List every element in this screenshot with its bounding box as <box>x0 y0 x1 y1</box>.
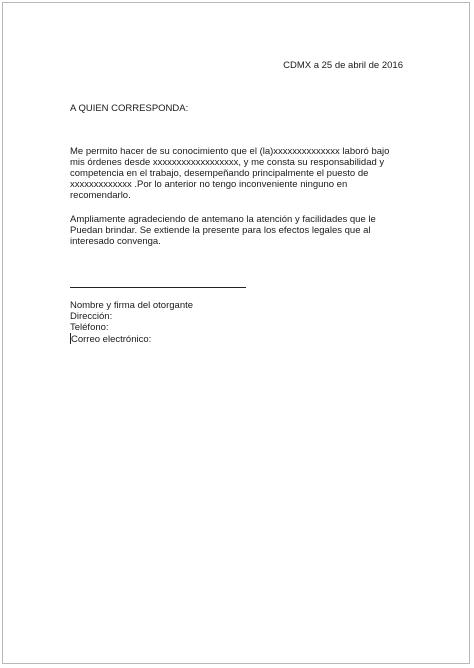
paragraph-line: Me permito hacer de su conocimiento que el (la)xxxxxxxxxxxxxx laboró bajo <box>70 146 390 157</box>
signature-name-label: Nombre y firma del otorgante <box>70 300 194 311</box>
paragraph-line: competencia en el trabajo, desempeñando principalmente el puesto de <box>70 168 369 179</box>
body-paragraph-2 <box>70 214 410 247</box>
paragraph-line: interesado convenga. <box>70 236 161 247</box>
document-page <box>2 2 470 664</box>
paragraph-line: Puedan brindar. Se extiende la presente para los efectos legales que al <box>70 225 371 236</box>
signature-address-label: Dirección: <box>70 311 113 322</box>
signature-line <box>70 287 246 288</box>
paragraph-line: xxxxxxxxxxxxx .Por lo anterior no tengo inconveniente ninguno en <box>70 179 348 190</box>
body-paragraph-1 <box>70 146 410 201</box>
letter-date: CDMX a 25 de abril de 2016 <box>283 60 403 71</box>
paragraph-line: mis órdenes desde xxxxxxxxxxxxxxxxxx, y me consta su responsabilidad y <box>70 157 385 168</box>
paragraph-line: Ampliamente agradeciendo de antemano la atención y facilidades que le <box>70 214 376 225</box>
signature-email-label: Correo electrónico: <box>71 334 152 345</box>
letter-salutation: A QUIEN CORRESPONDA: <box>70 103 189 114</box>
signature-phone-label: Teléfono: <box>70 322 109 333</box>
signature-email-row[interactable] <box>70 333 193 345</box>
paragraph-line: recomendarlo. <box>70 190 131 201</box>
signature-block <box>70 300 193 345</box>
